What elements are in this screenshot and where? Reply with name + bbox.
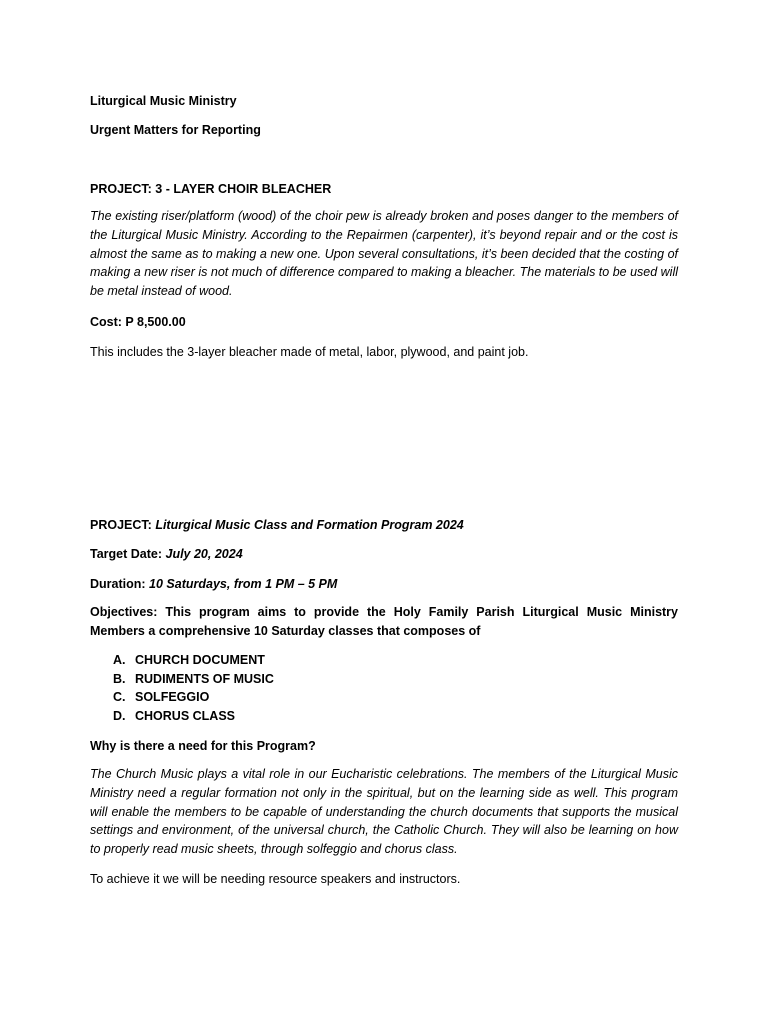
need-question: Why is there a need for this Program? xyxy=(90,739,316,753)
need-answer: The Church Music plays a vital role in our Eucharistic celebrations. The members of the Liturgical Music Ministry need a regular formation not only in the spiritual, but on the learning side as well. This program will enable the members to be capable of understanding the church documents that supports the musical settings and environment, of the universal church, the Catholic Church. They will also be learning on how to properly read music sheets, through solfeggio and chorus class. xyxy=(90,767,678,857)
objectives-list xyxy=(90,651,650,725)
list-item xyxy=(90,651,650,670)
list-item-text: RUDIMENTS OF MUSIC xyxy=(135,671,274,686)
ministry-name: Liturgical Music Ministry xyxy=(90,94,237,108)
list-marker: B. xyxy=(113,671,126,686)
list-item-text: CHURCH DOCUMENT xyxy=(135,653,265,667)
list-item xyxy=(90,707,650,726)
list-item-text: SOLFEGGIO xyxy=(135,690,210,704)
list-item xyxy=(90,688,650,707)
closing-statement: To achieve it we will be needing resource speakers and instructors. xyxy=(90,872,461,886)
project2-heading xyxy=(90,517,678,533)
project1-cost: Cost: P 8,500.00 xyxy=(90,315,186,329)
duration-label: Duration: xyxy=(90,577,146,591)
project1-includes: This includes the 3-layer bleacher made of metal, labor, plywood, and paint job. xyxy=(90,345,529,359)
project2-duration xyxy=(90,576,678,592)
list-item xyxy=(90,670,650,689)
list-marker: A. xyxy=(113,653,126,667)
document-subtitle: Urgent Matters for Reporting xyxy=(90,123,261,137)
target-date-label: Target Date: xyxy=(90,547,163,561)
list-item-text: CHORUS CLASS xyxy=(135,708,236,723)
project1-description: The existing riser/platform (wood) of the choir pew is already broken and poses danger to the members of the Liturgical Music Ministry. According to the Repairmen (carpenter), it’s beyond repair and or the cost is almost the same as to making a new one. Upon several consultations, it’s been decided that the costing of making a new riser is not much of difference compared to making a bleacher. The materials to be used will be metal instead of wood. xyxy=(90,209,679,299)
project2-objectives: Objectives: This program aims to provide the Holy Family Parish Liturgical Music Ministry Members a comprehensive 10 Saturday classes that composes of xyxy=(90,605,678,638)
project2-heading-label: PROJECT: xyxy=(90,518,152,532)
project1-heading: PROJECT: 3 - LAYER CHOIR BLEACHER xyxy=(90,182,332,196)
list-marker: D. xyxy=(113,708,126,723)
target-date-value: July 20, 2024 xyxy=(165,547,243,561)
list-marker: C. xyxy=(113,690,126,704)
duration-value: 10 Saturdays, from 1 PM – 5 PM xyxy=(149,577,338,591)
project2-heading-value: Liturgical Music Class and Formation Program 2024 xyxy=(155,518,464,532)
project2-target-date xyxy=(90,546,678,562)
